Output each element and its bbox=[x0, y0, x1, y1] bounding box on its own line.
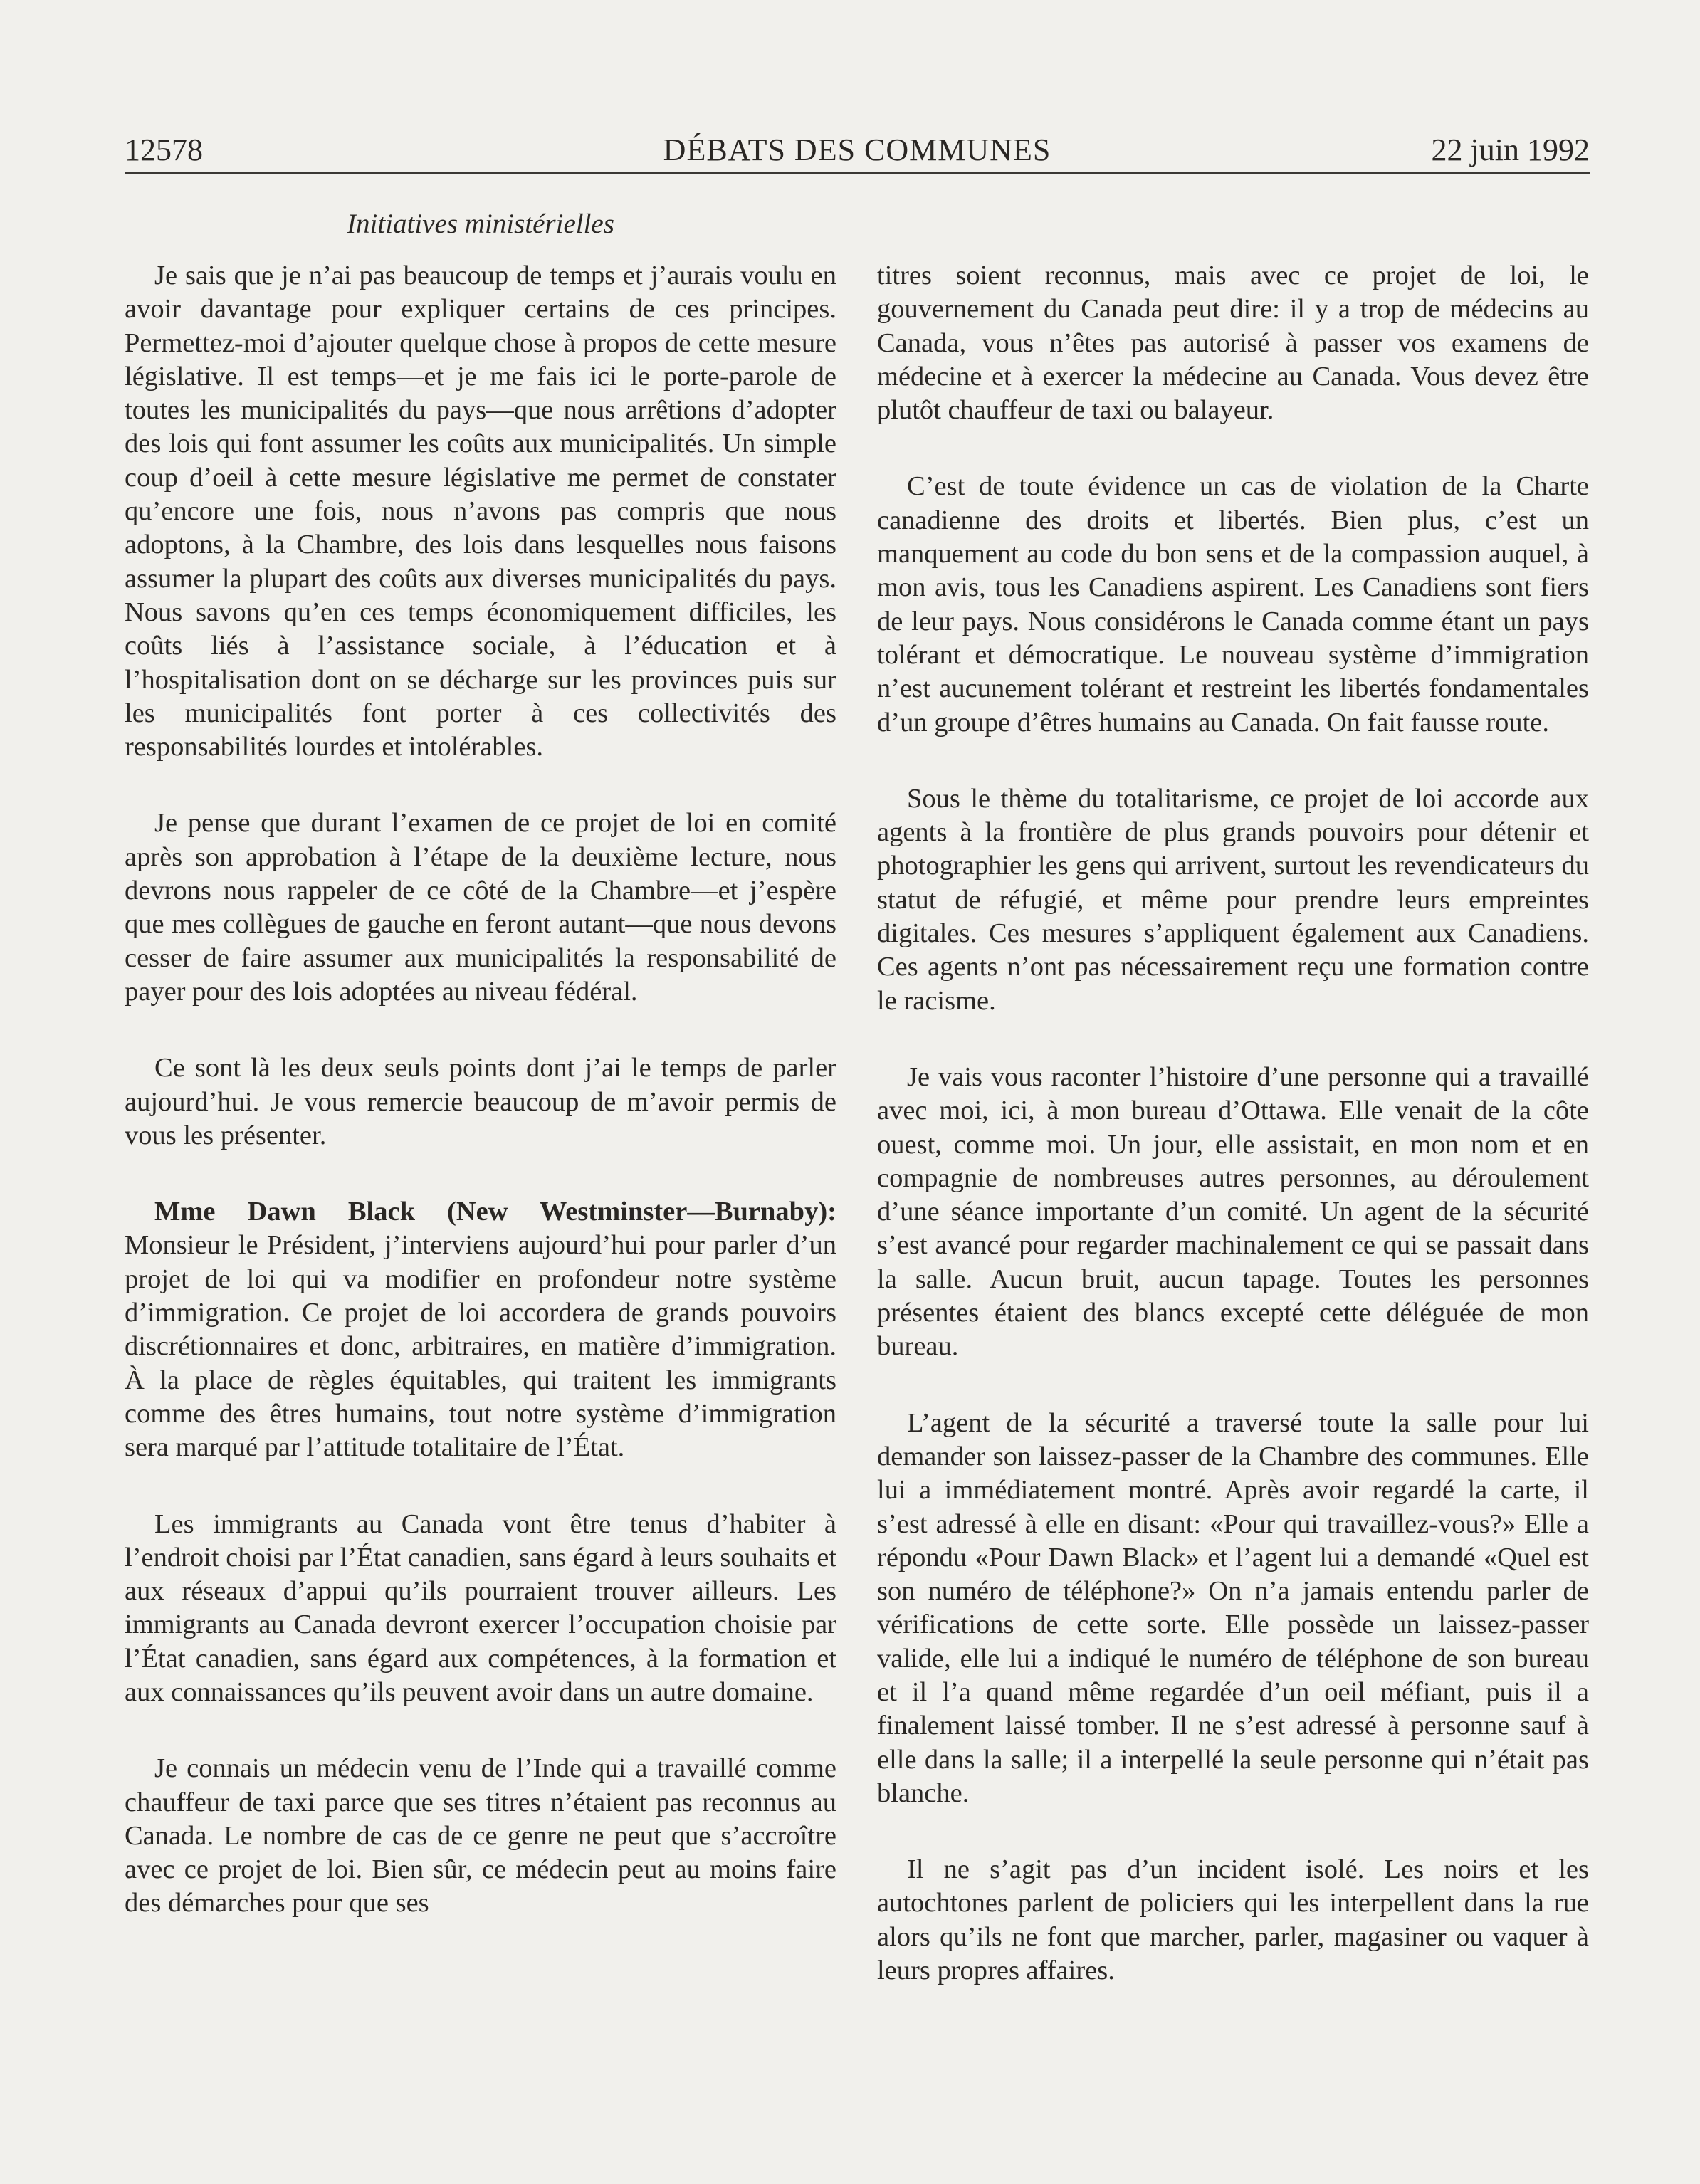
speech-text: Monsieur le Président, j’interviens aujourd’hui pour parler d’un projet de loi qui va modifier en profondeur notre système d’immigration. Ce projet de loi accordera de grands pouvoirs discrétionnaires et donc, arbitraires, en matière d’immigration. À la place de règles équitables, qui traitent les immigrants comme des êtres humains, tout notre système d’immigration sera marqué par l’attitude totalitaire de l’État. bbox=[125, 1230, 836, 1463]
page-number: 12578 bbox=[125, 132, 203, 167]
page-header bbox=[125, 128, 1590, 174]
speaker-paragraph bbox=[125, 1195, 836, 1464]
paragraph: L’agent de la sécurité a traversé toute la salle pour lui demander son laissez-passer de la Chambre des communes. Elle lui a immédiatement montré. Après avoir regardé la carte, il s’est adressé à elle en disant: «Pour qui travaillez-vous?» Elle a répondu «Pour Dawn Black» et l’agent lui a demandé «Quel est son numéro de téléphone?» On n’a jamais entendu parler de vérifications de cette sorte. Elle possède un laissez-passer valide, elle lui a indiqué le numéro de téléphone de son bureau et il l’a quand même regardée d’un oeil méfiant, puis il a finalement laissé tomber. Il ne s’est adressé à personne sauf à elle dans la salle; il a interpellé la seule personne qui n’était pas blanche. bbox=[877, 1407, 1589, 1808]
paragraph: Les immigrants au Canada vont être tenus d’habiter à l’endroit choisi par l’État canadien, sans égard à leurs souhaits et aux réseaux d’appui qu’ils pourraient trouver ailleurs. Les immigrants au Canada devront exercer l’occupation choisie par l’État canadien, sans égard aux compétences, à la formation et aux connaissances qu’ils peuvent avoir dans un autre domaine. bbox=[125, 1508, 836, 1707]
paragraph: Ce sont là les deux seuls points dont j’ai le temps de parler aujourd’hui. Je vous remercie beaucoup de m’avoir permis de vous les présenter. bbox=[125, 1053, 836, 1150]
speaker-name: Mme Dawn Black (New Westminster—Burnaby): bbox=[154, 1197, 836, 1227]
paragraph: titres soient reconnus, mais avec ce projet de loi, le gouvernement du Canada peut dire: il y a trop de médecins au Canada, vous n’êtes pas autorisé à passer vos examens de médecine et à exercer la médecine au Canada. Vous devez être plutôt chauffeur de taxi ou balayeur. bbox=[877, 261, 1589, 426]
publication-date: 22 juin 1992 bbox=[1431, 132, 1590, 167]
section-title: Initiatives ministérielles bbox=[347, 209, 614, 239]
paragraph: Je sais que je n’ai pas beaucoup de temps et j’aurais voulu en avoir davantage pour expliquer certains de ces principes. Permettez-moi d’ajouter quelque chose à propos de cette mesure législative. Il est temps—et je me fais ici le porte-parole de toutes les municipalités du pays—que nous arrêtions d’adopter des lois qui font assumer les coûts aux municipalités. Un simple coup d’oeil à cette mesure législative me permet de constater qu’encore une fois, nous n’avons pas compris que nous adoptons, à la Chambre, des lois dans lesquelles nous faisons assumer la plupart des coûts aux diverses municipalités du pays. Nous savons qu’en ces temps économiquement difficiles, les coûts liés à l’assistance sociale, à l’éducation et à l’hospitalisation dont on se décharge sur les provinces puis sur les municipalités font porter à ces collectivités des responsabilités lourdes et intolérables. bbox=[125, 261, 836, 762]
paragraph: Sous le thème du totalitarisme, ce projet de loi accorde aux agents à la frontière de plus grands pouvoirs pour détenir et photographier les gens qui arrivent, surtout les revendicateurs du statut de réfugié, et même pour prendre leurs empreintes digitales. Ces mesures s’appliquent également aux Canadiens. Ces agents n’ont pas nécessairement reçu une formation contre le racisme. bbox=[877, 783, 1589, 1016]
paragraph: Je connais un médecin venu de l’Inde qui a travaillé comme chauffeur de taxi parce que ses titres n’étaient pas reconnus au Canada. Le nombre de cas de ce genre ne peut que s’accroître avec ce projet de loi. Bien sûr, ce médecin peut au moins faire des démarches pour que ses bbox=[125, 1753, 836, 1918]
paragraph: Je pense que durant l’examen de ce projet de loi en comité après son approbation à l’étape de la deuxième lecture, nous devrons nous rappeler de ce côté de la Chambre—et j’espère que mes collègues de gauche en feront autant—que nous devons cesser de faire assumer aux municipalités la responsabilité de payer pour des lois adoptées au niveau fédéral. bbox=[125, 808, 836, 1007]
paragraph: C’est de toute évidence un cas de violation de la Charte canadienne des droits et libertés. Bien plus, c’est un manquement au code du bon sens et de la compassion auquel, à mon avis, tous les Canadiens aspirent. Les Canadiens sont fiers de leur pays. Nous considérons le Canada comme étant un pays tolérant et démocratique. Le nouveau système d’immigration n’est aucunement tolérant et restreint les libertés fondamentales d’un groupe d’êtres humains au Canada. On fait fausse route. bbox=[877, 471, 1589, 737]
publication-title: DÉBATS DES COMMUNES bbox=[663, 132, 1051, 167]
paragraph: Je vais vous raconter l’histoire d’une personne qui a travaillé avec moi, ici, à mon bureau d’Ottawa. Elle venait de la côte ouest, comme moi. Un jour, elle assistait, en mon nom et en compagnie de nombreuses autres personnes, au déroulement d’une séance importante d’un comité. Un agent de la sécurité s’est avancé pour regarder machinalement ce qui se passait dans la salle. Aucun bruit, aucun tapage. Toutes les personnes présentes étaient des blancs excepté cette déléguée de mon bureau. bbox=[877, 1061, 1589, 1362]
paragraph: Il ne s’agit pas d’un incident isolé. Les noirs et les autochtones parlent de policiers qui les interpellent dans la rue alors qu’ils ne font que marcher, parler, magasiner ou vaquer à leurs propres affaires. bbox=[877, 1854, 1589, 1986]
left-column bbox=[125, 259, 836, 1921]
right-column bbox=[877, 259, 1589, 1988]
